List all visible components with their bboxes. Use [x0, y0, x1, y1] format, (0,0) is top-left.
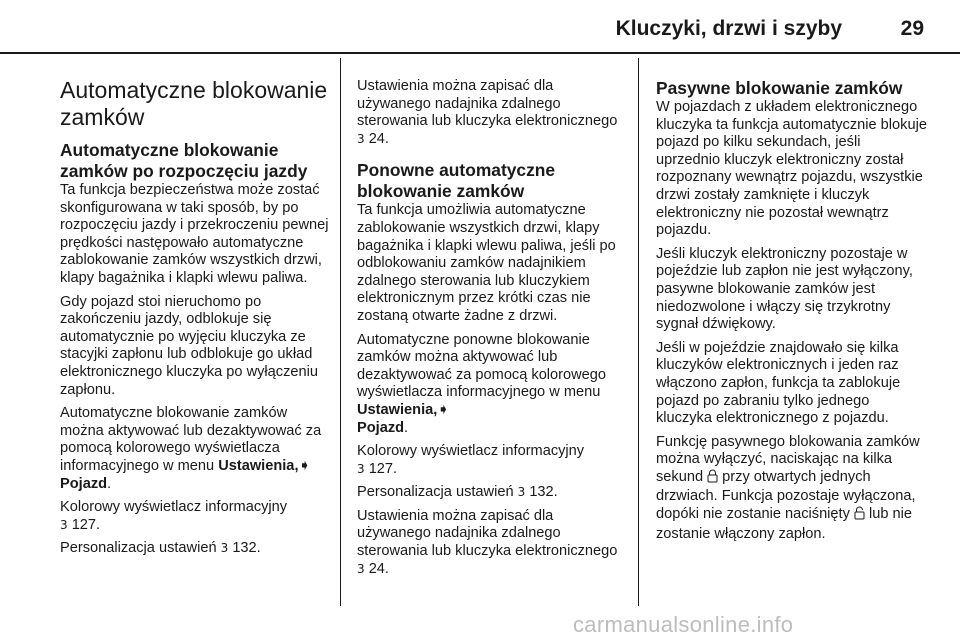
menu-item-settings: Ustawienia — [218, 457, 295, 474]
page-header — [0, 0, 960, 52]
page-reference: 132. — [228, 540, 261, 557]
column-divider-1 — [340, 58, 341, 606]
paragraph: Jeśli w pojeździe znajdowało się kilka kluczyków elektronicznych i jeden raz włączono zapłon, funkcja ta zablokuje pojazd po zabraniu tylko jednego kluczyka elektronicznego z pojazdu. — [656, 339, 901, 427]
paragraph: Kolorowy wyświetlacz informacyjny 3 127. — [60, 499, 288, 533]
arrow-ref-icon: 3 — [357, 131, 365, 146]
watermark: carmanualsonline.info — [573, 612, 794, 637]
section-heading: Automatyczne blokowanie zamków — [60, 77, 328, 130]
arrow-ref-icon: 3 — [60, 517, 68, 532]
paragraph: Automatyczne blokowanie zamków można aktywować lub dezaktywować za pomocą kolorowego wyświetlacza informacyjnego w menu Ustawienia,➧ Pojazd. — [60, 405, 322, 492]
page-reference: 24. — [364, 560, 389, 577]
arrow-ref-icon: 3 — [517, 485, 526, 500]
page-title: Kluczyki, drzwi i szyby — [615, 17, 842, 40]
menu-item-settings: Ustawienia — [357, 401, 434, 418]
paragraph: W pojazdach z układem elektronicznego kluczyka ta funkcja automatycznie blokuje pojazd po kilku sekundach, jeśli uprzednio kluczyk elektroniczny został rozpoznany wewnątrz pojazdu, wszystkie drzwi zostały zamknięte i kluczyk elektroniczny nie pozostał wewnątrz pojazdu. — [656, 99, 927, 239]
unlock-icon — [854, 506, 865, 526]
arrow-ref-icon: 3 — [357, 561, 365, 576]
page-reference: 24. — [364, 130, 389, 147]
paragraph: Gdy pojazd stoi nieruchomo po zakończeniu jazdy, odblokuje się automatycznie po wyjęciu kluczyka ze stacyjki zapłonu lub odblokuje go układ elektronicznego kluczyka po wyłączeniu zapłonu. — [60, 293, 318, 398]
menu-item-vehicle: Pojazd — [357, 419, 405, 436]
menu-separator: ,➧ — [294, 457, 311, 474]
paragraph-text: Automatyczne blokowanie zamków można aktywować lub dezaktywować za pomocą kolorowego wyświetlacza informacyjnego w menu — [60, 405, 322, 474]
paragraph: Personalizacja ustawień 3 132. — [357, 484, 558, 501]
menu-separator: ,➧ — [433, 401, 450, 418]
paragraph: Ta funkcja bezpieczeństwa może zostać skonfigurowana w taki sposób, by po rozpoczęciu jazdy i przekroczeniu pewnej prędkości następowało automatyczne zablokowanie zamków wszystkich drzwi, klapy bagażnika i klapki wlewu paliwa. — [60, 182, 329, 286]
subsection-heading: Pasywne blokowanie zamków — [656, 78, 903, 98]
page-number: 29 — [900, 17, 924, 40]
page-reference: 132. — [525, 484, 558, 501]
column-1 — [60, 58, 332, 564]
subsection-heading: Automatyczne blokowanie zamków po rozpoczęciu jazdy — [60, 140, 308, 181]
page-reference: 127. — [364, 460, 398, 477]
header-rule — [0, 52, 960, 54]
paragraph: Jeśli kluczyk elektroniczny pozostaje w pojeździe lub zapłon nie jest wyłączony, pasywne blokowanie zamków jest niedozwolone i włączy się trzykrotny sygnał dźwiękowy. — [656, 245, 913, 333]
lock-icon — [707, 469, 718, 489]
column-3 — [656, 78, 928, 549]
column-2 — [357, 78, 625, 584]
paragraph: Personalizacja ustawień 3 132. — [60, 540, 261, 557]
menu-item-vehicle: Pojazd — [60, 475, 108, 492]
arrow-ref-icon: 3 — [220, 541, 229, 556]
paragraph: Ta funkcja umożliwia automatyczne zablokowanie wszystkich drzwi, klapy bagażnika i klapki wlewu paliwa, jeśli po odblokowaniu zamków nadajnikiem zdalnego sterowania lub kluczykiem elektronicznym przez krótki czas nie zostaną otwarte żadne z drzwi. — [357, 202, 616, 324]
subsection-heading: Ponowne automatyczne blokowanie zamków — [357, 160, 556, 202]
paragraph: Kolorowy wyświetlacz informacyjny 3 127. — [357, 443, 585, 477]
page-reference: 127. — [67, 516, 101, 533]
paragraph: Ustawienia można zapisać dla używanego nadajnika zdalnego sterowania lub kluczyka elektronicznego 3 24. — [357, 78, 618, 147]
arrow-ref-icon: 3 — [357, 461, 365, 476]
column-divider-2 — [638, 58, 639, 606]
paragraph: Automatyczne ponowne blokowanie zamków można aktywować lub dezaktywować za pomocą kolorowego wyświetlacza informacyjnego w menu Ustawienia,➧ Pojazd. — [357, 331, 607, 436]
paragraph: Ustawienia można zapisać dla używanego nadajnika zdalnego sterowania lub kluczyka elektronicznego 3 24. — [357, 507, 618, 577]
paragraph: Funkcję pasywnego blokowania zamków można wyłączyć, naciskając na kilka sekund przy otwartych jednych drzwiach. Funkcja pozostaje wyłączona, dopóki nie zostanie naciśnięty lub nie zostanie włączony zapłon. — [656, 433, 920, 542]
